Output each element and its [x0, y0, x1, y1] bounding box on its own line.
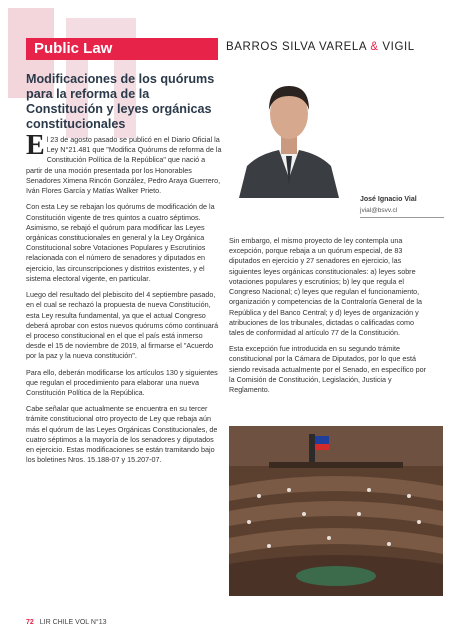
paragraph: Con esta Ley se rebajan los quórums de modificación de la Constitución vigente de tres quintos a cuatro séptimos. Asimismo, se rebajó el quórum para modificar las Leyes orgánicas constitucionales en general y la Ley Orgánica Constitucional sobre Votaciones Populares y Escrutinios relacionada con el número de senadores y diputados en ejercicio, las circunscripciones y distritos existentes, y el sistema electoral vigente, en particular. — [26, 202, 215, 283]
paragraph: Sin embargo, el mismo proyecto de ley contempla una excepción, porque rebaja a un quórum especial, de 83 diputados en ejercicio y 27 senadores en ejercicio, las siguientes leyes orgánicas constitucionales: a) leyes sobre votaciones populares y escrutinios; b) ley que regula el Congreso Nacional; c) leyes que regulan el funcionamiento, organización y competencias de la Contraloría General de la República y del Banco Central; y d) leyes de organización y atribuciones de los tribunales, dictadas o calificadas como tales de conformidad al artículo 77 de la Constitución. — [229, 236, 422, 337]
issue-label: LIR CHILE VOL N°13 — [39, 619, 107, 626]
byline-divider — [360, 217, 444, 218]
page-footer — [26, 619, 106, 626]
author-portrait — [229, 66, 349, 198]
drop-cap: E — [26, 130, 45, 161]
paragraph: Cabe señalar que actualmente se encuentra en su tercer trámite constitucional otro proyecto de Ley que rebaja aún más el quórum de las Leyes Orgánicas Constitucionales, de cuatro séptimos a la mayoría de los senadores y diputados en ejercicio. Estas modificaciones se están tramitando bajo los boletines Nros. 15.188-07 y 15.207-07. — [26, 404, 218, 465]
firm-brand: BARROS SILVA VARELA & VIGIL — [226, 41, 415, 53]
paragraph: Luego del resultado del plebiscito del 4 septiembre pasado, en el cual se rechazó la propuesta de nueva Constitución, esta Ley resulta fundamental, ya que el actual Congreso deberá aprobar con estos nuevos quórums cómo continuará el proceso constitucional en el que el país está inmerso desde el 15 de noviembre de 2019, al firmarse el "Acuerdo por la paz y la nueva constitución". — [26, 290, 219, 361]
congress-chamber-photo — [229, 426, 443, 596]
author-email[interactable]: jvial@bsvv.cl — [360, 207, 398, 214]
section-title: Public Law — [26, 38, 218, 60]
paragraph: Esta excepción fue introducida en su segundo trámite constitucional por la Cámara de Diputados, por lo que está siendo revisada actualmente por el Senado, en específico por la Comisión de Constitución, Legislación, Justicia y Reglamento. — [229, 344, 426, 395]
page-number: 72 — [26, 619, 34, 626]
article-column-right — [229, 236, 429, 401]
paragraph: El 23 de agosto pasado se publicó en el Diario Oficial la Ley N°21.481 que "Modifica Quórums de reforma de la Constitución Política de la República" que nació a partir de una moción presentada por los Honorables Senadores Ximena Rincón González, Pedro Araya Guerrero, Iván Flores García y Matías Walker Prieto. — [26, 130, 222, 196]
article-column-left — [26, 130, 222, 472]
author-name: José Ignacio Vial — [360, 196, 417, 203]
article-title: Modificaciones de los quórums para la reforma de la Constitución y leyes orgánicas constitucionales — [26, 72, 215, 132]
paragraph: Para ello, deberán modificarse los artículos 130 y siguientes que regulan el procedimiento para elaborar una nueva Constitución Política de la República. — [26, 367, 218, 398]
